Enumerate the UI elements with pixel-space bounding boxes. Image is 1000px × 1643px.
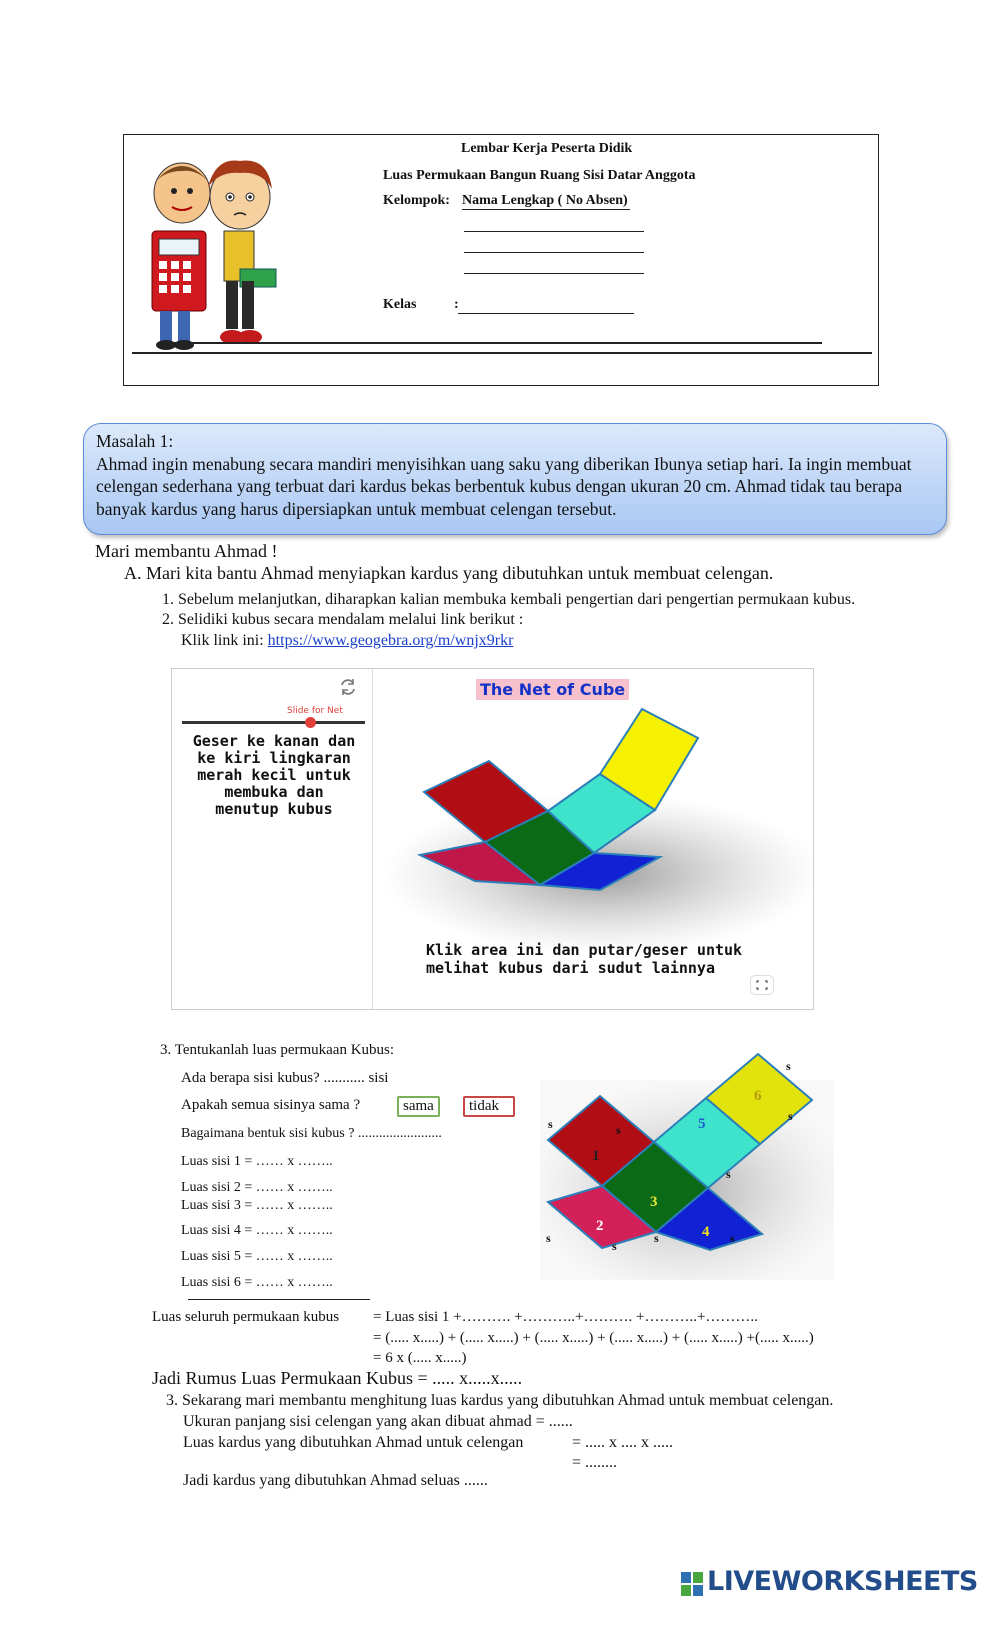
kelompok-line-2[interactable] [464, 231, 644, 232]
luas-sisi-6: Luas sisi 6 = …… x …….. [181, 1275, 333, 1290]
question-side-shape: Bagaimana bentuk sisi kubus ? ........................ [181, 1126, 442, 1141]
face-label-1: 1 [592, 1148, 600, 1164]
luas-sisi-4: Luas sisi 4 = …… x …….. [181, 1223, 333, 1238]
instruction-line: menutup kubus [215, 800, 333, 818]
geogebra-applet[interactable] [171, 668, 814, 1010]
cardboard-area-formula: = ..... x .... x ..... [572, 1434, 674, 1451]
face-label-4: 4 [702, 1224, 710, 1240]
item-1: 1. Sebelum melanjutkan, diharapkan kalian membuka kembali pengertian dari pengertian permukaan kubus. [162, 591, 856, 608]
labeled-cube-net [540, 1050, 840, 1290]
header-divider-2 [132, 352, 872, 354]
section-a-heading: A. Mari kita bantu Ahmad menyiapkan kardus yang dibutuhkan untuk membuat celengan. [124, 563, 774, 583]
slider-instructions [178, 733, 370, 818]
rotate-line: melihat kubus dari sudut lainnya [426, 959, 715, 977]
section-3b-heading: 3. Sekarang mari membantu menghitung luas kardus yang dibutuhkan Ahmad untuk membuat celengan. [166, 1392, 834, 1409]
side-label-s: s [730, 1231, 735, 1245]
masalah-title: Masalah 1: [96, 431, 174, 451]
side-length-line: Ukuran panjang sisi celengan yang akan dibuat ahmad = ...... [183, 1413, 573, 1430]
instruction-line: membuka dan [224, 783, 324, 801]
side-label-s: s [548, 1117, 553, 1131]
rotate-instructions [426, 941, 742, 977]
kelompok-line-3[interactable] [464, 252, 644, 253]
slider-label: Slide for Net [287, 706, 343, 716]
face-label-5: 5 [698, 1116, 706, 1132]
luas-sisi-3: Luas sisi 3 = …… x …….. [181, 1198, 333, 1213]
geogebra-link[interactable]: https://www.geogebra.org/m/wnjx9rkr [267, 632, 514, 649]
face-label-2: 2 [596, 1218, 604, 1234]
question-sides-equal: Apakah semua sisinya sama ? [181, 1097, 361, 1113]
luas-sisi-2: Luas sisi 2 = …… x …….. [181, 1180, 333, 1195]
worksheet-title: Lembar Kerja Peserta Didik [461, 141, 633, 156]
logo-icon [681, 1572, 703, 1596]
instruction-line: Geser ke kanan dan [192, 732, 356, 750]
cardboard-area-label: Luas kardus yang dibutuhkan Ahmad untuk celengan [183, 1434, 524, 1451]
total-label: Luas seluruh permukaan kubus [152, 1309, 340, 1325]
instruction-line: ke kiri lingkaran [197, 749, 351, 767]
applet-title: The Net of Cube [476, 679, 629, 700]
option-sama[interactable]: sama [397, 1096, 440, 1117]
header-divider-1 [162, 342, 822, 344]
students-illustration [146, 151, 286, 351]
face-label-6: 6 [754, 1088, 762, 1104]
geogebra-controls [172, 669, 373, 1009]
link-line [181, 632, 513, 650]
item-2: 2. Selidiki kubus secara mendalam melalui link berikut : [162, 611, 524, 628]
intro-line: Mari membantu Ahmad ! [95, 541, 278, 561]
luas-sisi-5: Luas sisi 5 = …… x …….. [181, 1249, 333, 1264]
fullscreen-icon[interactable] [750, 975, 774, 995]
kelas-label: Kelas [383, 297, 417, 312]
refresh-icon[interactable] [338, 677, 358, 697]
slider-track[interactable] [182, 721, 365, 724]
question-sides-count: Ada berapa sisi kubus? ........... sisi [181, 1070, 389, 1086]
masalah-text: Ahmad ingin menabung secara mandiri menyisihkan uang saku yang diberikan Ibunya setiap hari. Ia ingin membuat celengan sederhana yang terbuat dari kardus bekas berbentuk kubus dengan ukuran 20 cm. Ahmad tidak tau berapa banyak kardus yang harus dipersiapkan untuk membuat celengan tersebut. [96, 453, 912, 519]
side-label-s: s [786, 1059, 791, 1073]
face-label-3: 3 [650, 1194, 658, 1210]
kelas-field[interactable] [458, 313, 634, 314]
kelompok-name-field[interactable]: Nama Lengkap ( No Absen) [462, 193, 628, 208]
total-line-3: = 6 x (..... x.....) [373, 1350, 467, 1366]
sum-divider [188, 1299, 370, 1300]
section-3-heading: 3. Tentukanlah luas permukaan Kubus: [160, 1042, 395, 1058]
rumus-line: Jadi Rumus Luas Permukaan Kubus = ..... x.....x..... [152, 1368, 523, 1388]
total-line-1: = Luas sisi 1 +………. +………..+………. +………..+……….. [373, 1309, 758, 1325]
slider-handle[interactable] [305, 717, 316, 728]
total-line-2: = (..... x.....) + (..... x.....) + (..... x.....) + (..... x.....) + (..... x.....) +(..... x.....) [373, 1330, 814, 1346]
kelompok-label: Kelompok: [383, 193, 450, 208]
rotate-line: Klik area ini dan putar/geser untuk [426, 941, 743, 959]
option-tidak[interactable]: tidak [463, 1096, 515, 1117]
worksheet-subtitle: Luas Permukaan Bangun Ruang Sisi Datar Anggota [383, 168, 696, 183]
link-label: Klik link ini: [181, 632, 268, 649]
kelompok-line-4[interactable] [464, 273, 644, 274]
cardboard-area-result: = ........ [572, 1454, 618, 1471]
kelas-colon: : [454, 297, 459, 312]
conclusion-line: Jadi kardus yang dibutuhkan Ahmad seluas ...... [183, 1472, 488, 1489]
side-label-s: s [654, 1231, 659, 1245]
header-box [123, 134, 879, 386]
side-label-s: s [612, 1239, 617, 1253]
side-label-s: s [788, 1109, 793, 1123]
instruction-line: merah kecil untuk [197, 766, 351, 784]
luas-sisi-1: Luas sisi 1 = …… x …….. [181, 1154, 333, 1169]
side-label-s: s [726, 1167, 731, 1181]
masalah-box [83, 423, 947, 535]
side-label-s: s [546, 1231, 551, 1245]
side-label-s: s [616, 1123, 621, 1137]
logo-text: LIVEWORKSHEETS [707, 1566, 978, 1597]
